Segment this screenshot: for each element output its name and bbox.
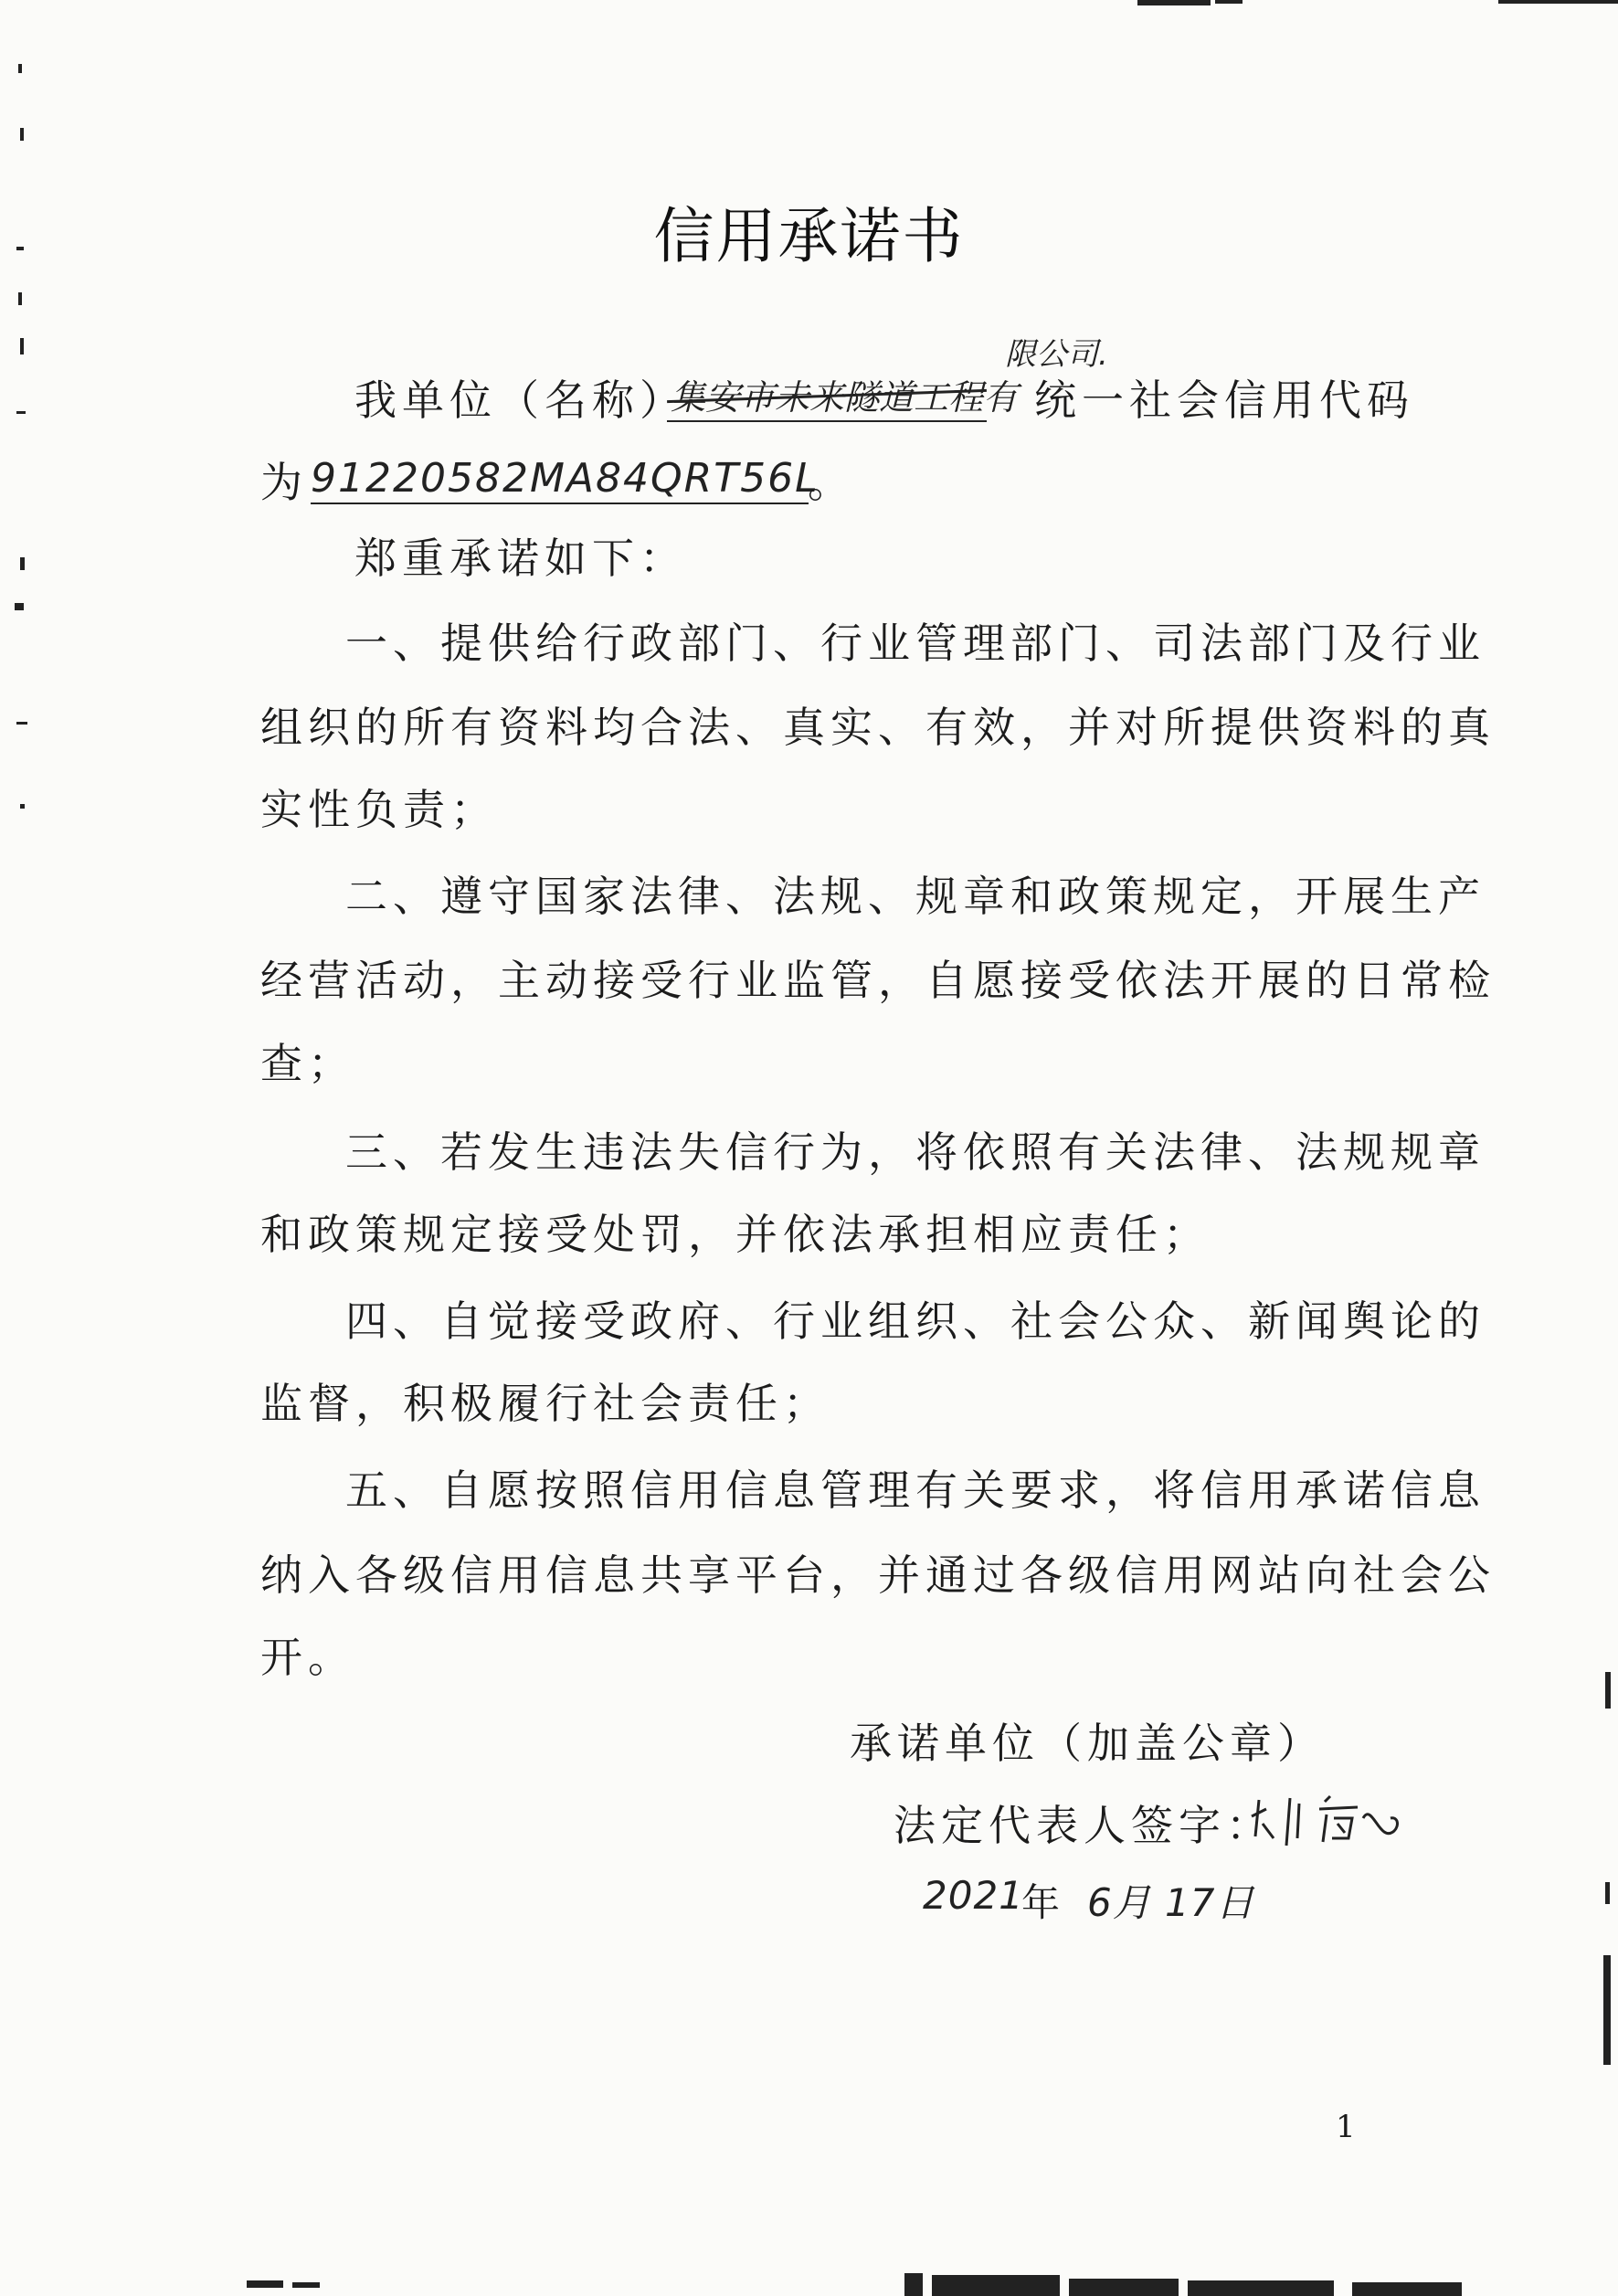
item-2-line-1: 二、遵守国家法律、法规、规章和政策规定，开展生产 (345, 872, 1486, 921)
item-2-line-3: 查； (260, 1039, 355, 1088)
item-3-line-2: 和政策规定接受处罚，并依法承担相应责任； (260, 1210, 1211, 1259)
item-4-line-1: 四、自觉接受政府、行业组织、社会公众、新闻舆论的 (345, 1296, 1486, 1346)
date-day: 17日 (1165, 1880, 1255, 1925)
date-month: 6月 (1087, 1880, 1152, 1925)
item-1-line-2: 组织的所有资料均合法、真实、有效，并对所提供资料的真 (260, 703, 1496, 752)
credit-code-field (311, 448, 820, 512)
item-1-line-1: 一、提供给行政部门、行业管理部门、司法部门及行业 (345, 619, 1486, 668)
unit-name-insert: 限公司. (1005, 336, 1108, 373)
item-1-line-3: 实性负责； (260, 785, 498, 834)
date-year: 2021 (923, 1873, 1024, 1918)
item-2-line-2: 经营活动，主动接受行业监管，自愿接受依法开展的日常检 (260, 956, 1496, 1005)
seal-line: 承诺单位（加盖公章） (850, 1719, 1325, 1768)
document-title: 信用承诺书 (653, 201, 965, 271)
intro-suffix: 统一社会信用代码 (1034, 376, 1414, 425)
date-year-label: 年 (1021, 1880, 1066, 1925)
page-number: 1 (1336, 2109, 1356, 2145)
intro-line2-prefix: 为 (260, 458, 308, 507)
signature-scribble (1243, 1791, 1407, 1855)
unit-name-underline (667, 420, 987, 422)
item-5-line-1: 五、自愿按照信用信息管理有关要求，将信用承诺信息 (345, 1465, 1486, 1515)
item-4-line-2: 监督，积极履行社会责任； (260, 1379, 830, 1428)
item-3-line-1: 三、若发生违法失信行为，将依照有关法律、法规规章 (345, 1127, 1486, 1177)
signature-label: 法定代表人签字： (894, 1801, 1274, 1850)
credit-code-underline (311, 503, 809, 504)
item-5-line-3: 开。 (260, 1633, 355, 1682)
intro-prefix: 我单位（名称） (354, 376, 687, 425)
pledge-heading: 郑重承诺如下： (354, 534, 687, 583)
unit-name-field (667, 358, 1019, 424)
credit-code-handwritten: 91220582MA84QRT56L (311, 455, 820, 502)
intro-line2-suffix: 。 (808, 458, 855, 507)
signature-handwritten (1243, 1791, 1407, 1855)
item-5-line-2: 纳入各级信用信息共享平台，并通过各级信用网站向社会公 (260, 1550, 1496, 1600)
unit-name-handwritten: 集安市未来隧道工程有 (671, 377, 1019, 418)
